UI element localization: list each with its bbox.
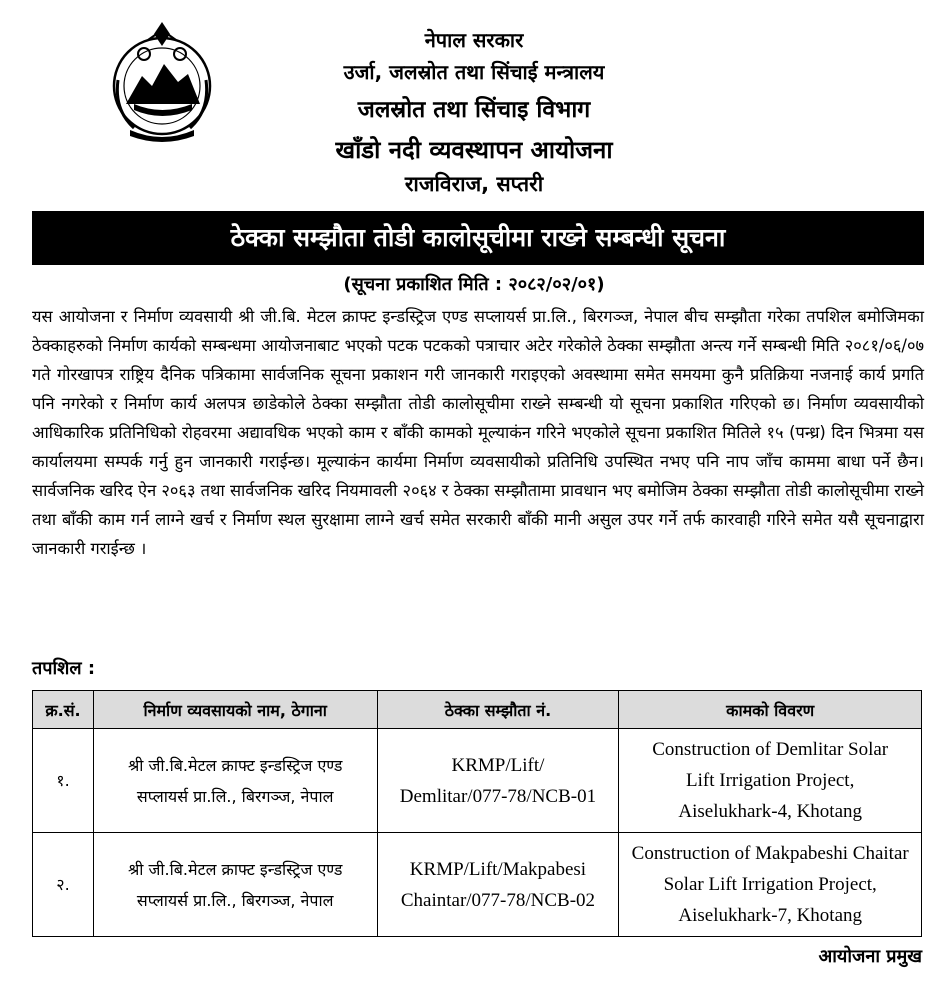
row-contractor: श्री जी.बि.मेटल क्राफ्ट इन्डस्ट्रिज एण्ड सप्लायर्स प्रा.लि., बिरगञ्ज, नेपाल — [93, 729, 377, 833]
row-contractor: श्री जी.बि.मेटल क्राफ्ट इन्डस्ट्रिज एण्ड सप्लायर्स प्रा.लि., बिरगञ्ज, नेपाल — [93, 833, 377, 937]
header-contract-no: ठेक्का सम्झौता नं. — [377, 691, 619, 729]
details-heading: तपशिल : — [32, 658, 96, 679]
project-name: खाँडो नदी व्यवस्थापन आयोजना — [335, 136, 613, 164]
signature-title: आयोजना प्रमुख — [818, 946, 922, 967]
table-row — [33, 833, 922, 937]
row-contract-no: KRMP/Lift/ Demlitar/077-78/NCB-01 — [377, 729, 619, 833]
notice-body: यस आयोजना र निर्माण व्यवसायी श्री जी.बि. मेटल क्राफ्ट इन्डस्ट्रिज एण्ड सप्लायर्स प्रा.लि., बिरगञ्ज, नेपाल बीच सम्झौता गरेका तपशिल बमोजिमका ठेक्काहरुको निर्माण कार्यको सम्बन्धमा आयोजनाबाट भएको पटक पटकको पत्राचार अटेर गरेकोले ठेक्का सम्झौता अन्त्य गर्ने सम्बन्धी मिति २०८१/०६/०७ गते गोरखापत्र राष्ट्रिय दैनिक पत्रिकामा सार्वजनिक सूचना प्रकाशन गरी जानकारी गराइएको अवस्थामा समेत समयमा कुनै प्रतिक्रिया नजनाई कार्य प्रगति पनि नगरेको र निर्माण कार्य अलपत्र छाडेकोले ठेक्का सम्झौता तोडी कालोसूचीमा राख्ने सम्बन्धी यो सूचना प्रकाशित गरिएको छ। निर्माण व्यवसायीको आधिकारिक प्रतिनिधिको रोहवरमा अद्यावधिक भएको काम र बाँकी कामको मूल्याकंन गरिने भएकोले सूचना प्रकाशित मितिले १५ (पन्ध्र) दिन भित्रमा यस कार्यालयमा सम्पर्क गर्नु हुन जानकारी गराईन्छ। मूल्याकंन कार्यमा निर्माण व्यवसायीको प्रतिनिधि उपस्थित नभए पनि नाप जाँच काममा बाधा पर्ने छैन। सार्वजनिक खरिद ऐन २०६३ तथा सार्वजनिक खरिद नियमावली २०६४ र ठेक्का सम्झौतामा प्रावधान भए बमोजिम ठेक्का सम्झौता तोडी कालोसूचीमा राख्ने तथा बाँकी काम गर्न लाग्ने खर्च र निर्माण स्थल सुरक्षामा लाग्ने खर्च समेत सरकारी बाँकी मानी असुल उपर गर्ने तर्फ कारवाही गरिने समेत यसै सूचनाद्वारा जानकारी गराईन्छ । — [32, 307, 924, 558]
table-header-row — [33, 691, 922, 729]
row-serial: २. — [33, 833, 94, 937]
row-serial: १. — [33, 729, 94, 833]
notice-title: ठेक्का सम्झौता तोडी कालोसूचीमा राख्ने सम्बन्धी सूचना — [32, 211, 924, 265]
row-contract-no: KRMP/Lift/Makpabesi Chaintar/077-78/NCB-02 — [377, 833, 619, 937]
table-row — [33, 729, 922, 833]
government-name: नेपाल सरकार — [424, 28, 524, 52]
published-date: (सूचना प्रकाशित मिति : २०८२/०२/०१) — [343, 274, 605, 295]
details-table — [32, 690, 922, 937]
header-work-description: कामको विवरण — [619, 691, 922, 729]
row-work-description: Construction of Makpabeshi Chaitar Solar Lift Irrigation Project, Aiselukhark-7, Khotang — [619, 833, 922, 937]
row-work-description: Construction of Demlitar Solar Lift Irrigation Project, Aiselukhark-4, Khotang — [619, 729, 922, 833]
department-name: जलस्रोत तथा सिंचाइ विभाग — [357, 97, 591, 123]
ministry-name: उर्जा, जलस्रोत तथा सिंचाई मन्त्रालय — [343, 60, 605, 84]
header-contractor: निर्माण व्यवसायको नाम, ठेगाना — [93, 691, 377, 729]
office-location: राजविराज, सप्तरी — [404, 172, 544, 196]
letterhead — [0, 0, 948, 205]
header-serial: क्र.सं. — [33, 691, 94, 729]
